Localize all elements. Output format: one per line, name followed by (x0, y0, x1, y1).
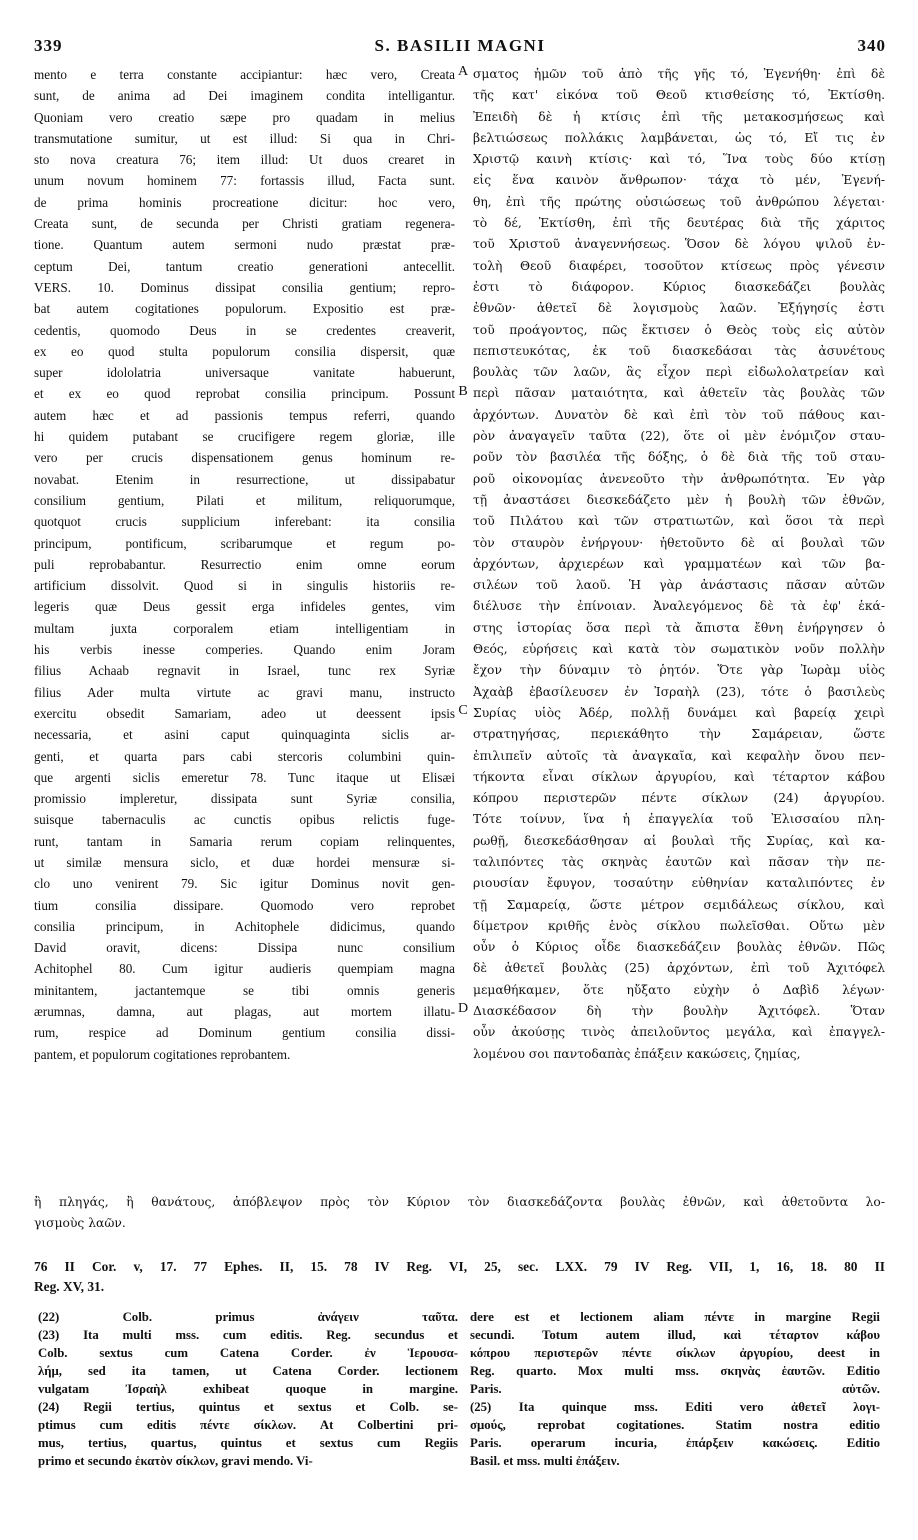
latin-text-line: hi quidem putabant se crucifigere regem gloriæ, ille (34, 429, 455, 445)
page-number-left: 339 (34, 36, 63, 55)
section-marker: A (457, 64, 469, 79)
latin-text-line: multam juxta corporalem etiam intelligentiam in (34, 620, 455, 636)
page-number-right: 340 (857, 36, 886, 55)
latin-text-line: sto nova creatura 76; item illud: Ut duos crearet in (34, 152, 455, 168)
greek-text-line: δίμετρον κριθῆς ἑνὸς σίκλου πωλεῖσθαι. Οὕτω μὲν (473, 918, 885, 933)
section-marker: B (458, 383, 468, 399)
latin-text-line: Creata sunt, de secunda per Christi gratiam regenera- (34, 216, 455, 232)
latin-text-line: tione. Quantum autem sermoni nudo præstat præ- (34, 237, 455, 253)
greek-text-line: τήκοντα εἶναι σίκλων ἀργυρίου, καὶ τέταρτον κάβου (473, 769, 885, 784)
critical-note-line: λήμ, sed ita tamen, ut Catena Corder. lectionem (38, 1364, 458, 1378)
greek-text-line: πεπιστευκότας, ἐκ τοῦ διασκεδάσαι τὰς ἀσυνέτους (473, 343, 885, 358)
greek-text-line: ἀρχόντων. Δυνατὸν δὲ καὶ ἐπὶ τὸν τοῦ πάθους και- (473, 407, 885, 422)
latin-text-line: bat autem cogitationes populorum. Expositio est præ- (34, 301, 455, 317)
latin-text-line: ceptum Dei, tantum creatio generationi antecellit. (34, 258, 455, 274)
latin-text-line: mento e terra constante accipiantur: hæc vero, Creata (34, 67, 455, 82)
latin-text-line: Achitophel 80. Cum igitur audieris quempiam magna (34, 961, 455, 977)
greek-text-line: τῇ ἀναστάσει διεσκεδάζετο μὲν ἡ βουλὴ τῶν ἐθνῶν, (473, 492, 885, 507)
critical-note-line: Reg. quarto. Mox multi mss. σκηνὰς ἑαυτῶν. Editio (470, 1364, 880, 1378)
critical-note-line: Colb. sextus cum Catena Corder. ἐν Ἱερουσα- (38, 1346, 458, 1360)
greek-text-line: Συρίας υἱὸς Ἀδέρ, πολλῇ δυνάμει καὶ βαρείᾳ χειρὶ (473, 705, 885, 720)
critical-note-line: Basil. et mss. multi ἐπάξειν. (470, 1454, 620, 1468)
critical-note-line: vulgatam Ἰσραὴλ exhibeat quoque in margine. (38, 1382, 458, 1396)
greek-text-line: οὖν ὁ Κύριος οἶδε διασκεδάζειν βουλὰς ἐθνῶν. Πῶς (473, 940, 885, 955)
critical-note-line: (24) Regii tertius, quintus et sextus et Colb. se- (38, 1400, 458, 1414)
greek-text-line: ἐστι τὸ διάφορον. Κύριος διασκεδάζει βουλὰς (473, 279, 885, 294)
greek-text-line: διέλυσε τὴν ἐπίνοιαν. Ἀναλεγόμενος δὲ τὰ ἐφ' ἑκά- (473, 599, 885, 614)
critical-note-line: mus, tertius, quartus, quintus et sextus cum Regiis (38, 1436, 458, 1450)
latin-text-line: pantem, et populorum cogitationes reprobantem. (34, 1046, 291, 1062)
latin-text-line: autem hæc et ad passionis tempus referri, quando (34, 407, 455, 423)
latin-text-line: super idololatria universaque vanitate habuerunt, (34, 365, 455, 381)
latin-text-line: ut similæ mensura siclo, et duæ hordei mensuræ si- (34, 854, 455, 870)
greek-text-line: ταλιπόντες τὰς σκηνὰς ἑαυτῶν καὶ πᾶσαν τὴν πε- (473, 854, 885, 869)
critical-note-line: secundi. Totum autem illud, καὶ τέταρτον κάβου (470, 1328, 880, 1342)
latin-text-line: minitantem, jactantemque se tibi omnis generis (34, 982, 455, 998)
latin-text-line: tium consilia dissipare. Quomodo vero reprobet (34, 897, 455, 913)
latin-text-line: quotquot crucis supplicium inferebant: ita consilia (34, 514, 455, 530)
latin-text-line: genti, et quarta pars cabi stercoris columbini quin- (34, 748, 455, 764)
greek-text-line: Θεός, εὑρήσεις καὶ κατὰ τὸν σωματικὸν νοῦν πολλὴν (473, 642, 885, 657)
greek-text-line: εἰς ἕνα καινὸν ἄνθρωπον· τάχα τὸ μέν, Ἐγενή- (473, 173, 885, 188)
greek-text-line: βελτιώσεως πολλάκις λαμβάνεται, ὡς τό, Εἴ τις ἐν (473, 130, 885, 145)
latin-text-line: consilia principum, in Achitophele didicimus, quando (34, 918, 455, 934)
critical-note-line: σμούς, reprobat cogitationes. Statim nostra editio (470, 1418, 880, 1432)
critical-note-line: Paris. αὐτῶν. (470, 1382, 880, 1396)
greek-text-line: ἐθνῶν· ἀθετεῖ δὲ λογισμοὺς λαῶν. Ἐξήγησίς ἐστι (473, 301, 885, 316)
greek-text-line: Ἐπειδὴ δὲ ἡ κτίσις ἐπὶ τῆς μετακοσμήσεως καὶ (473, 109, 885, 124)
greek-text-line: τοῦ Πιλάτου καὶ τῶν στρατιωτῶν, καὶ ὅσοι τὰ περὶ (473, 514, 885, 529)
greek-text-line: σιλέων τοῦ λαοῦ. Ἡ γὰρ ἀνάστασις πᾶσαν αὐτῶν (473, 578, 885, 593)
section-marker: D (457, 1001, 469, 1017)
latin-text-line: runt, tantam in Samaria rerum copiam relinquentes, (34, 833, 455, 849)
critical-note-line: dere est et lectionem aliam πέντε in margine Regii (470, 1310, 880, 1324)
greek-column (473, 64, 885, 1065)
latin-text-line: ex eo quod stulta populorum consilia dispersit, quæ (34, 343, 455, 359)
latin-text-line: consilium gentium, Pilati et militum, reliquorumque, (34, 492, 455, 508)
greek-text-line: Ἀχαὰβ ἐβασίλευσεν ἐν Ἰσραὴλ (23), τότε ὁ βασιλεὺς (473, 684, 885, 699)
latin-text-line: promissio impleretur, dissipata sunt Syriæ consilia, (34, 791, 455, 807)
latin-text-line: et ex eo quod reprobat consilia principum. Possunt (34, 386, 455, 402)
greek-text-line: τοῦ προάγοντος, πῶς ἔκτισεν ὁ Θεὸς τοὺς εἰς αὐτὸν (473, 322, 885, 337)
latin-text-line: principum, pontificum, scribarumque et regum po- (34, 535, 455, 551)
critical-note-line: (23) Ita multi mss. cum editis. Reg. secundus et (38, 1328, 458, 1342)
greek-text-line: Χριστῷ καινὴ κτίσις· καὶ τό, Ἵνα τοὺς δύο κτίσῃ (473, 152, 885, 167)
section-marker: C (458, 703, 468, 718)
greek-text-line: ἐπιλιπεῖν αὐτοῖς τὰ ἀναγκαῖα, καὶ κεφαλὴν ὄνου πεν- (473, 748, 885, 763)
greek-text-line: περὶ πᾶσαν ματαιότητα, καὶ ἀθετεῖν τὰς βουλὰς τῶν (473, 386, 885, 401)
latin-text-line: necessaria, et asini caput quinquaginta siclis ar- (34, 727, 455, 743)
critical-notes-left (38, 1308, 458, 1470)
latin-text-line: sunt, de anima ad Dei imaginem condita intelligantur. (34, 88, 455, 104)
continuation-line: ἢ πληγάς, ἢ θανάτους, ἀπόβλεψον πρὸς τὸν Κύριον τὸν διασκεδάζοντα βουλὰς ἐθνῶν, καὶ ἀθετοῦντα λο- (34, 1195, 885, 1209)
greek-text-line: τοῦ Χριστοῦ ἀναγεννήσεως. Ὅσον δὲ λόγου ψιλοῦ ἐν- (473, 237, 885, 252)
latin-text-line: his verbis inesse comperies. Quando enim Joram (34, 642, 455, 658)
latin-text-line: artificium dissolvit. Quod si in singulis historiis re- (34, 578, 455, 594)
greek-text-line: σματος ἡμῶν τοῦ ἀπὸ τῆς γῆς τό, Ἐγενήθη· ἐπὶ δὲ (473, 67, 885, 81)
latin-text-line: legeris quæ Deus gessit erga infideles gentes, vim (34, 599, 455, 615)
latin-text-line: que argenti siclis emeretur 78. Tunc itaque ut Elisæi (34, 769, 455, 785)
greek-text-line: λομένου σοι παντοδαπὰς ἐπάξειν κακώσεις, ζημίας, (473, 1046, 801, 1061)
greek-text-line: τῇ Σαμαρείᾳ, ὥστε μέτρον σεμιδάλεως σίκλου, καὶ (473, 897, 885, 912)
latin-text-line: filius Ader multa virtute ac gravi manu, instructo (34, 684, 455, 700)
critical-note-line: primo et secundo ἑκατὸν σίκλων, gravi mendo. Vi- (38, 1454, 313, 1468)
critical-note-line: κόπρου περιστερῶν πέντε σίκλων ἀργυρίου, deest in (470, 1346, 880, 1360)
greek-text-line: ρωθῇ, διεσκεδάσθησαν αἱ βουλαὶ τῆς Συρίας, καὶ κα- (473, 833, 885, 848)
latin-text-line: rum, respice ad Dominum gentium consilia dissi- (34, 1025, 455, 1041)
greek-text-line: τῆς κατ' εἰκόνα τοῦ Θεοῦ κτισθείσης τό, Ἐκτίσθη. (473, 88, 885, 103)
greek-text-line: τολὴ Θεοῦ διαφέρει, τοσοῦτον κτίσεως πρὸς γένεσιν (473, 258, 885, 273)
latin-text-line: unum novum hominem 77: fortassis illud, Facta sunt. (34, 173, 455, 189)
latin-text-line: clo uno venirent 79. Sic igitur Dominus novit gen- (34, 876, 455, 892)
greek-text-line: ροῦ οἰκονομίας ἀνενεοῦτο τὴν ἀνθρωπότητα. Ἐν γὰρ (473, 471, 885, 486)
greek-text-line: Τότε τοίνυν, ἵνα ἡ ἐπαγγελία τοῦ Ἐλισσαίου πλη- (473, 812, 885, 827)
greek-text-line: οὖν ἀκούσῃς τινὸς ἀπειλοῦντος μεγάλα, καὶ ἐπαγγελ- (473, 1025, 885, 1040)
greek-text-line: ρὸν ἀναγαγεῖν ταῦτα (22), ὅτε οἱ μὲν ἐνόμιζον σταυ- (473, 429, 885, 444)
greek-text-line: δὲ ἀθετεῖ βουλὰς (25) ἀρχόντων, ἐπὶ τοῦ Ἀχιτόφελ (473, 961, 885, 976)
latin-column (34, 64, 455, 1065)
greek-text-line: στης ἱστορίας ὅσα περὶ τὰ ἄπιστα ἔθνη ἐνήργησεν ὁ (473, 620, 885, 635)
latin-text-line: VERS. 10. Dominus dissipat consilia gentium; repro- (34, 279, 455, 295)
latin-text-line: Quoniam vero creatio sæpe pro quadam in melius (34, 109, 455, 125)
greek-text-line: θη, ἐπὶ τῆς πρώτης οὐσιώσεως τοῦ ἀνθρώπου λέγεται· (473, 194, 885, 209)
critical-note-line: Paris. operarum incuria, ἐπάρξειν κακώσεις. Editio (470, 1436, 880, 1450)
running-title: S. BASILII MAGNI (374, 36, 546, 55)
scripture-footnotes (34, 1257, 885, 1297)
greek-text-line: κόπρου περιστερῶν πέντε σίκλων (24) ἀργυρίου. (473, 791, 885, 806)
latin-text-line: filius Achaab regnavit in Israel, tunc rex Syriæ (34, 663, 455, 679)
critical-note-line: (25) Ita quinque mss. Editi vero ἀθετεῖ λογι- (470, 1400, 880, 1414)
greek-text-line: μεμαθήκαμεν, ὅτε ηὔξατο εὐχὴν ὁ Δαβὶδ λέγων· (473, 982, 885, 997)
critical-note-line: ptimus cum editis πέντε σίκλων. At Colbertini pri- (38, 1418, 458, 1432)
latin-text-line: suisque tabernaculis ac cunctis opibus relictis fuge- (34, 812, 455, 828)
latin-text-line: puli reprobabantur. Resurrectio enim omne eorum (34, 556, 455, 572)
critical-notes-right (470, 1308, 880, 1470)
latin-text-line: David oravit, dicens: Dissipa nunc consilium (34, 940, 455, 956)
greek-text-line: ἔχον τὴν δύναμιν τὸ ῥητόν. Ὅτε γὰρ Ἰωρὰμ υἱὸς (473, 663, 885, 678)
continuation-line: γισμοὺς λαῶν. (34, 1216, 126, 1231)
latin-text-line: novabat. Etenim in resurrectione, ut dissipabatur (34, 471, 455, 487)
critical-note-line: (22) Colb. primus ἀνάγειν ταῦτα. (38, 1310, 458, 1324)
latin-text-line: vero per crucis dispensationem genus hominum re- (34, 450, 455, 466)
footnote-line: Reg. XV, 31. (34, 1279, 105, 1294)
greek-text-line: ροῦν τὸν βασιλέα τῆς δόξης, ὁ δὲ διὰ τῆς τοῦ σταυ- (473, 450, 885, 465)
greek-text-line: ριουσίαν ἔφυγον, τοσαύτην εὐθηνίαν καταλιπόντες ἐν (473, 876, 885, 891)
latin-text-line: transmutatione sumitur, ut est illud: Si qua in Chri- (34, 130, 455, 146)
greek-text-line: τὸ δέ, Ἐκτίσθη, ἐπὶ τῆς δευτέρας διὰ τῆς χάριτος (473, 216, 885, 231)
page-header (34, 36, 886, 60)
greek-text-line: στρατηγήσας, περιεκάθητο τὴν Σαμάρειαν, ὥστε (473, 727, 885, 742)
latin-text-line: exercitu obsedit Samariam, adeo ut deessent ipsis (34, 705, 455, 721)
greek-text-line: ἀρχόντων, ἀρχιερέων καὶ γραμματέων καὶ τῶν βα- (473, 556, 885, 571)
latin-text-line: ærumnas, damna, aut plagas, aut mortem illatu- (34, 1004, 455, 1020)
latin-text-line: de prima hominis procreatione dicitur: hoc vero, (34, 194, 455, 210)
greek-text-line: τὸν σταυρὸν ἐνήργουν· ἠθετοῦντο δὲ αἱ βουλαὶ τῶν (473, 535, 885, 550)
footnote-line: 76 II Cor. v, 17. 77 Ephes. II, 15. 78 IV Reg. VI, 25, sec. LXX. 79 IV Reg. VII, 1, 16, 18. 80 II (34, 1259, 885, 1274)
greek-continuation (34, 1192, 885, 1235)
greek-text-line: Διασκέδασον δὴ τὴν βουλὴν Ἀχιτόφελ. Ὅταν (473, 1004, 885, 1019)
latin-text-line: cedentis, quomodo Deus in se credentes creaverit, (34, 322, 455, 338)
greek-text-line: βουλὰς τῶν λαῶν, ἃς εἶχον περὶ εἰδωλολατρείαν καὶ (473, 365, 885, 380)
